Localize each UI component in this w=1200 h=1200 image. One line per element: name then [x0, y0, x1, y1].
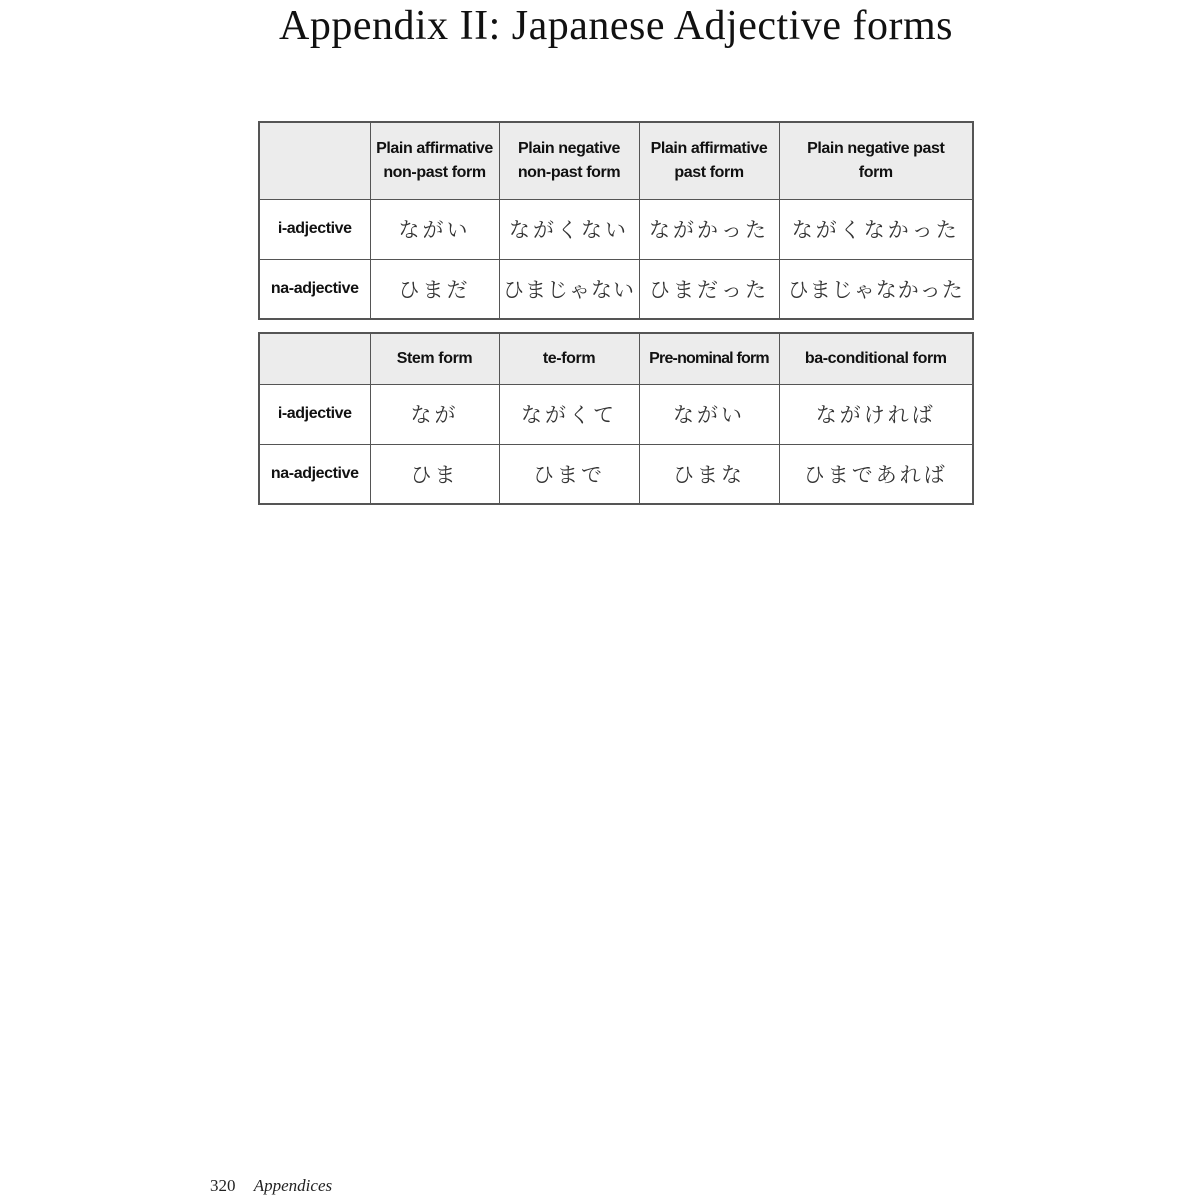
- table-cell: ひまな: [639, 444, 779, 504]
- table-row: [259, 444, 973, 504]
- corner-cell: [259, 122, 370, 199]
- adjective-forms-table-1: [258, 121, 974, 320]
- table-cell: なが: [370, 384, 499, 444]
- row-label: i-adjective: [259, 384, 370, 444]
- corner-cell: [259, 333, 370, 384]
- table-cell: ひまじゃなかった: [779, 259, 973, 319]
- column-header: Stem form: [370, 333, 499, 384]
- table-cell: ひま: [370, 444, 499, 504]
- adjective-forms-table-2: [258, 332, 974, 505]
- header-row: [259, 333, 973, 384]
- table-cell: ながい: [639, 384, 779, 444]
- table-row: [259, 199, 973, 259]
- table-cell: ながくない: [499, 199, 639, 259]
- table-row: [259, 259, 973, 319]
- header-row: [259, 122, 973, 199]
- column-header: Pre-nominal form: [639, 333, 779, 384]
- section-name: Appendices: [253, 1176, 333, 1195]
- table-cell: ひまだ: [370, 259, 499, 319]
- table-cell: ひまじゃない: [499, 259, 639, 319]
- column-header: Plain negative past form: [779, 122, 973, 199]
- page-title: Appendix II: Japanese Adjective forms: [279, 3, 953, 49]
- column-header: ba-conditional form: [779, 333, 973, 384]
- table-cell: ひまで: [499, 444, 639, 504]
- column-header: Plain negative non-past form: [499, 122, 639, 199]
- row-label: i-adjective: [259, 199, 370, 259]
- table-cell: ながければ: [779, 384, 973, 444]
- table-cell: ながかった: [639, 199, 779, 259]
- column-header: Plain affirmative non-past form: [370, 122, 499, 199]
- table-cell: ながくなかった: [779, 199, 973, 259]
- row-label: na-adjective: [259, 444, 370, 504]
- table-row: [259, 384, 973, 444]
- table-cell: ながくて: [499, 384, 639, 444]
- table-cell: ながい: [370, 199, 499, 259]
- row-label: na-adjective: [259, 259, 370, 319]
- column-header: Plain affirmative past form: [639, 122, 779, 199]
- table-cell: ひまであれば: [779, 444, 973, 504]
- table-cell: ひまだった: [639, 259, 779, 319]
- column-header: te-form: [499, 333, 639, 384]
- page-number: 320: [210, 1176, 236, 1195]
- page-footer: [210, 1176, 332, 1196]
